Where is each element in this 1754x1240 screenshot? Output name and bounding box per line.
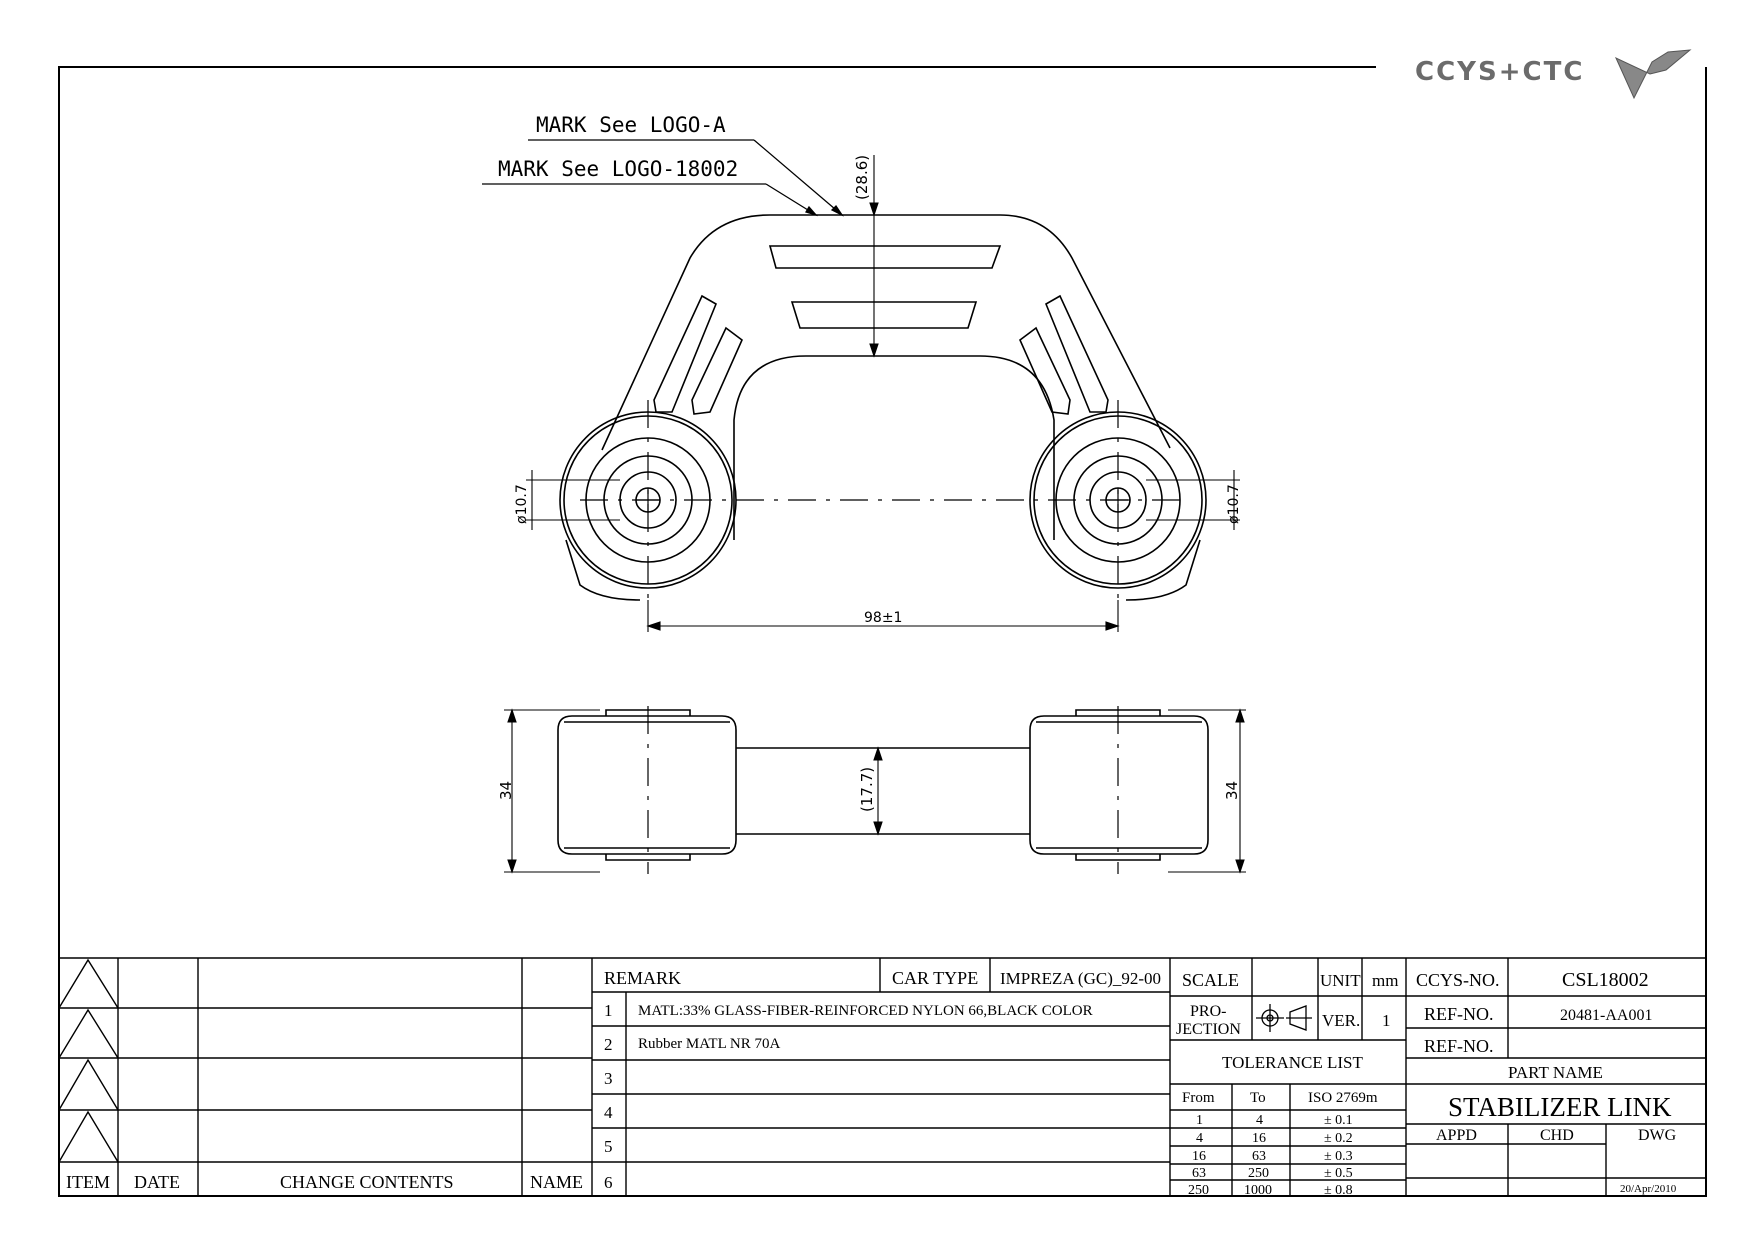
chd-label: CHD xyxy=(1540,1127,1574,1144)
tolerance-cell: ± 0.5 xyxy=(1324,1166,1353,1181)
appd-label: APPD xyxy=(1436,1127,1477,1144)
logo-text: CCYS+CTC xyxy=(1415,57,1585,87)
tolerance-cell: ± 0.1 xyxy=(1324,1113,1353,1128)
dim-center-distance: 98±1 xyxy=(864,610,903,626)
tolerance-cell: 16 xyxy=(1252,1131,1266,1146)
header-change-contents: CHANGE CONTENTS xyxy=(280,1172,454,1192)
dim-hole-right: ø10.7 xyxy=(1226,484,1242,524)
drawing-date: 20/Apr/2010 xyxy=(1620,1183,1677,1195)
side-view xyxy=(558,710,1208,860)
dim-width-right: 34 xyxy=(1223,780,1241,800)
car-type-value: IMPREZA (GC)_92-00 xyxy=(1000,969,1162,988)
projection-label-1: PRO- xyxy=(1190,1003,1227,1020)
scale-label: SCALE xyxy=(1182,970,1240,990)
part-name: STABILIZER LINK xyxy=(1448,1092,1672,1122)
ref-no-label-2: REF-NO. xyxy=(1424,1036,1494,1056)
tolerance-cell: 16 xyxy=(1192,1149,1206,1164)
mark-logo-18002-label: MARK See LOGO-18002 xyxy=(498,157,739,181)
header-name: NAME xyxy=(530,1172,583,1192)
tolerance-header-iso: ISO 2769m xyxy=(1308,1090,1378,1106)
mark-logo-a-label: MARK See LOGO-A xyxy=(536,113,726,137)
title-block-grid xyxy=(59,958,1706,1196)
tolerance-cell: 63 xyxy=(1192,1166,1206,1181)
remark-rows xyxy=(604,1001,1093,1192)
unit-label: UNIT xyxy=(1320,971,1361,990)
ccys-no-label: CCYS-NO. xyxy=(1416,970,1500,990)
ref-no-value-1: 20481-AA001 xyxy=(1560,1007,1653,1024)
tolerance-header-to: To xyxy=(1250,1090,1266,1106)
projection-symbol-icon xyxy=(1256,1004,1312,1032)
tolerance-cell: 4 xyxy=(1196,1131,1203,1146)
header-item: ITEM xyxy=(66,1172,110,1192)
remark-row-text: MATL:33% GLASS-FIBER-REINFORCED NYLON 66,BLACK COLOR xyxy=(638,1003,1093,1019)
company-logo xyxy=(1415,50,1690,98)
projection-label-2: JECTION xyxy=(1176,1021,1241,1038)
dim-hole-left: ø10.7 xyxy=(514,484,530,524)
tolerance-title: TOLERANCE LIST xyxy=(1222,1053,1363,1072)
dim-width-left: 34 xyxy=(497,780,515,800)
tolerance-cell: ± 0.8 xyxy=(1324,1183,1353,1198)
unit-value: mm xyxy=(1372,971,1399,990)
remark-title: REMARK xyxy=(604,968,682,988)
remark-row-num: 4 xyxy=(604,1103,613,1122)
top-view xyxy=(560,215,1206,600)
remark-row-num: 1 xyxy=(604,1001,613,1020)
tolerance-header-from: From xyxy=(1182,1090,1215,1106)
remark-row-num: 3 xyxy=(604,1069,613,1088)
tolerance-cell: 4 xyxy=(1256,1113,1263,1128)
tolerance-cell: ± 0.2 xyxy=(1324,1131,1353,1146)
header-date: DATE xyxy=(134,1172,180,1192)
tolerance-cell: 250 xyxy=(1188,1183,1209,1198)
ref-no-label-1: REF-NO. xyxy=(1424,1004,1494,1024)
remark-row-num: 5 xyxy=(604,1137,613,1156)
remark-row-num: 6 xyxy=(604,1173,613,1192)
tolerance-rows xyxy=(1188,1113,1353,1198)
car-type-label: CAR TYPE xyxy=(892,968,979,988)
centerlines-top xyxy=(580,400,1186,600)
dim-body-thickness: (17.7) xyxy=(858,766,876,812)
tolerance-cell: ± 0.3 xyxy=(1324,1149,1353,1164)
dwg-label: DWG xyxy=(1638,1127,1677,1144)
tolerance-cell: 250 xyxy=(1248,1166,1269,1181)
ver-label: VER. xyxy=(1322,1011,1361,1030)
dim-height-28-6: (28.6) xyxy=(853,154,871,200)
tolerance-cell: 63 xyxy=(1252,1149,1266,1164)
ver-value: 1 xyxy=(1382,1011,1391,1030)
remark-row-text: Rubber MATL NR 70A xyxy=(638,1036,781,1052)
ccys-no-value: CSL18002 xyxy=(1562,969,1649,991)
remark-row-num: 2 xyxy=(604,1035,613,1054)
tolerance-cell: 1 xyxy=(1196,1113,1203,1128)
part-name-label: PART NAME xyxy=(1508,1063,1603,1082)
tolerance-cell: 1000 xyxy=(1244,1183,1272,1198)
